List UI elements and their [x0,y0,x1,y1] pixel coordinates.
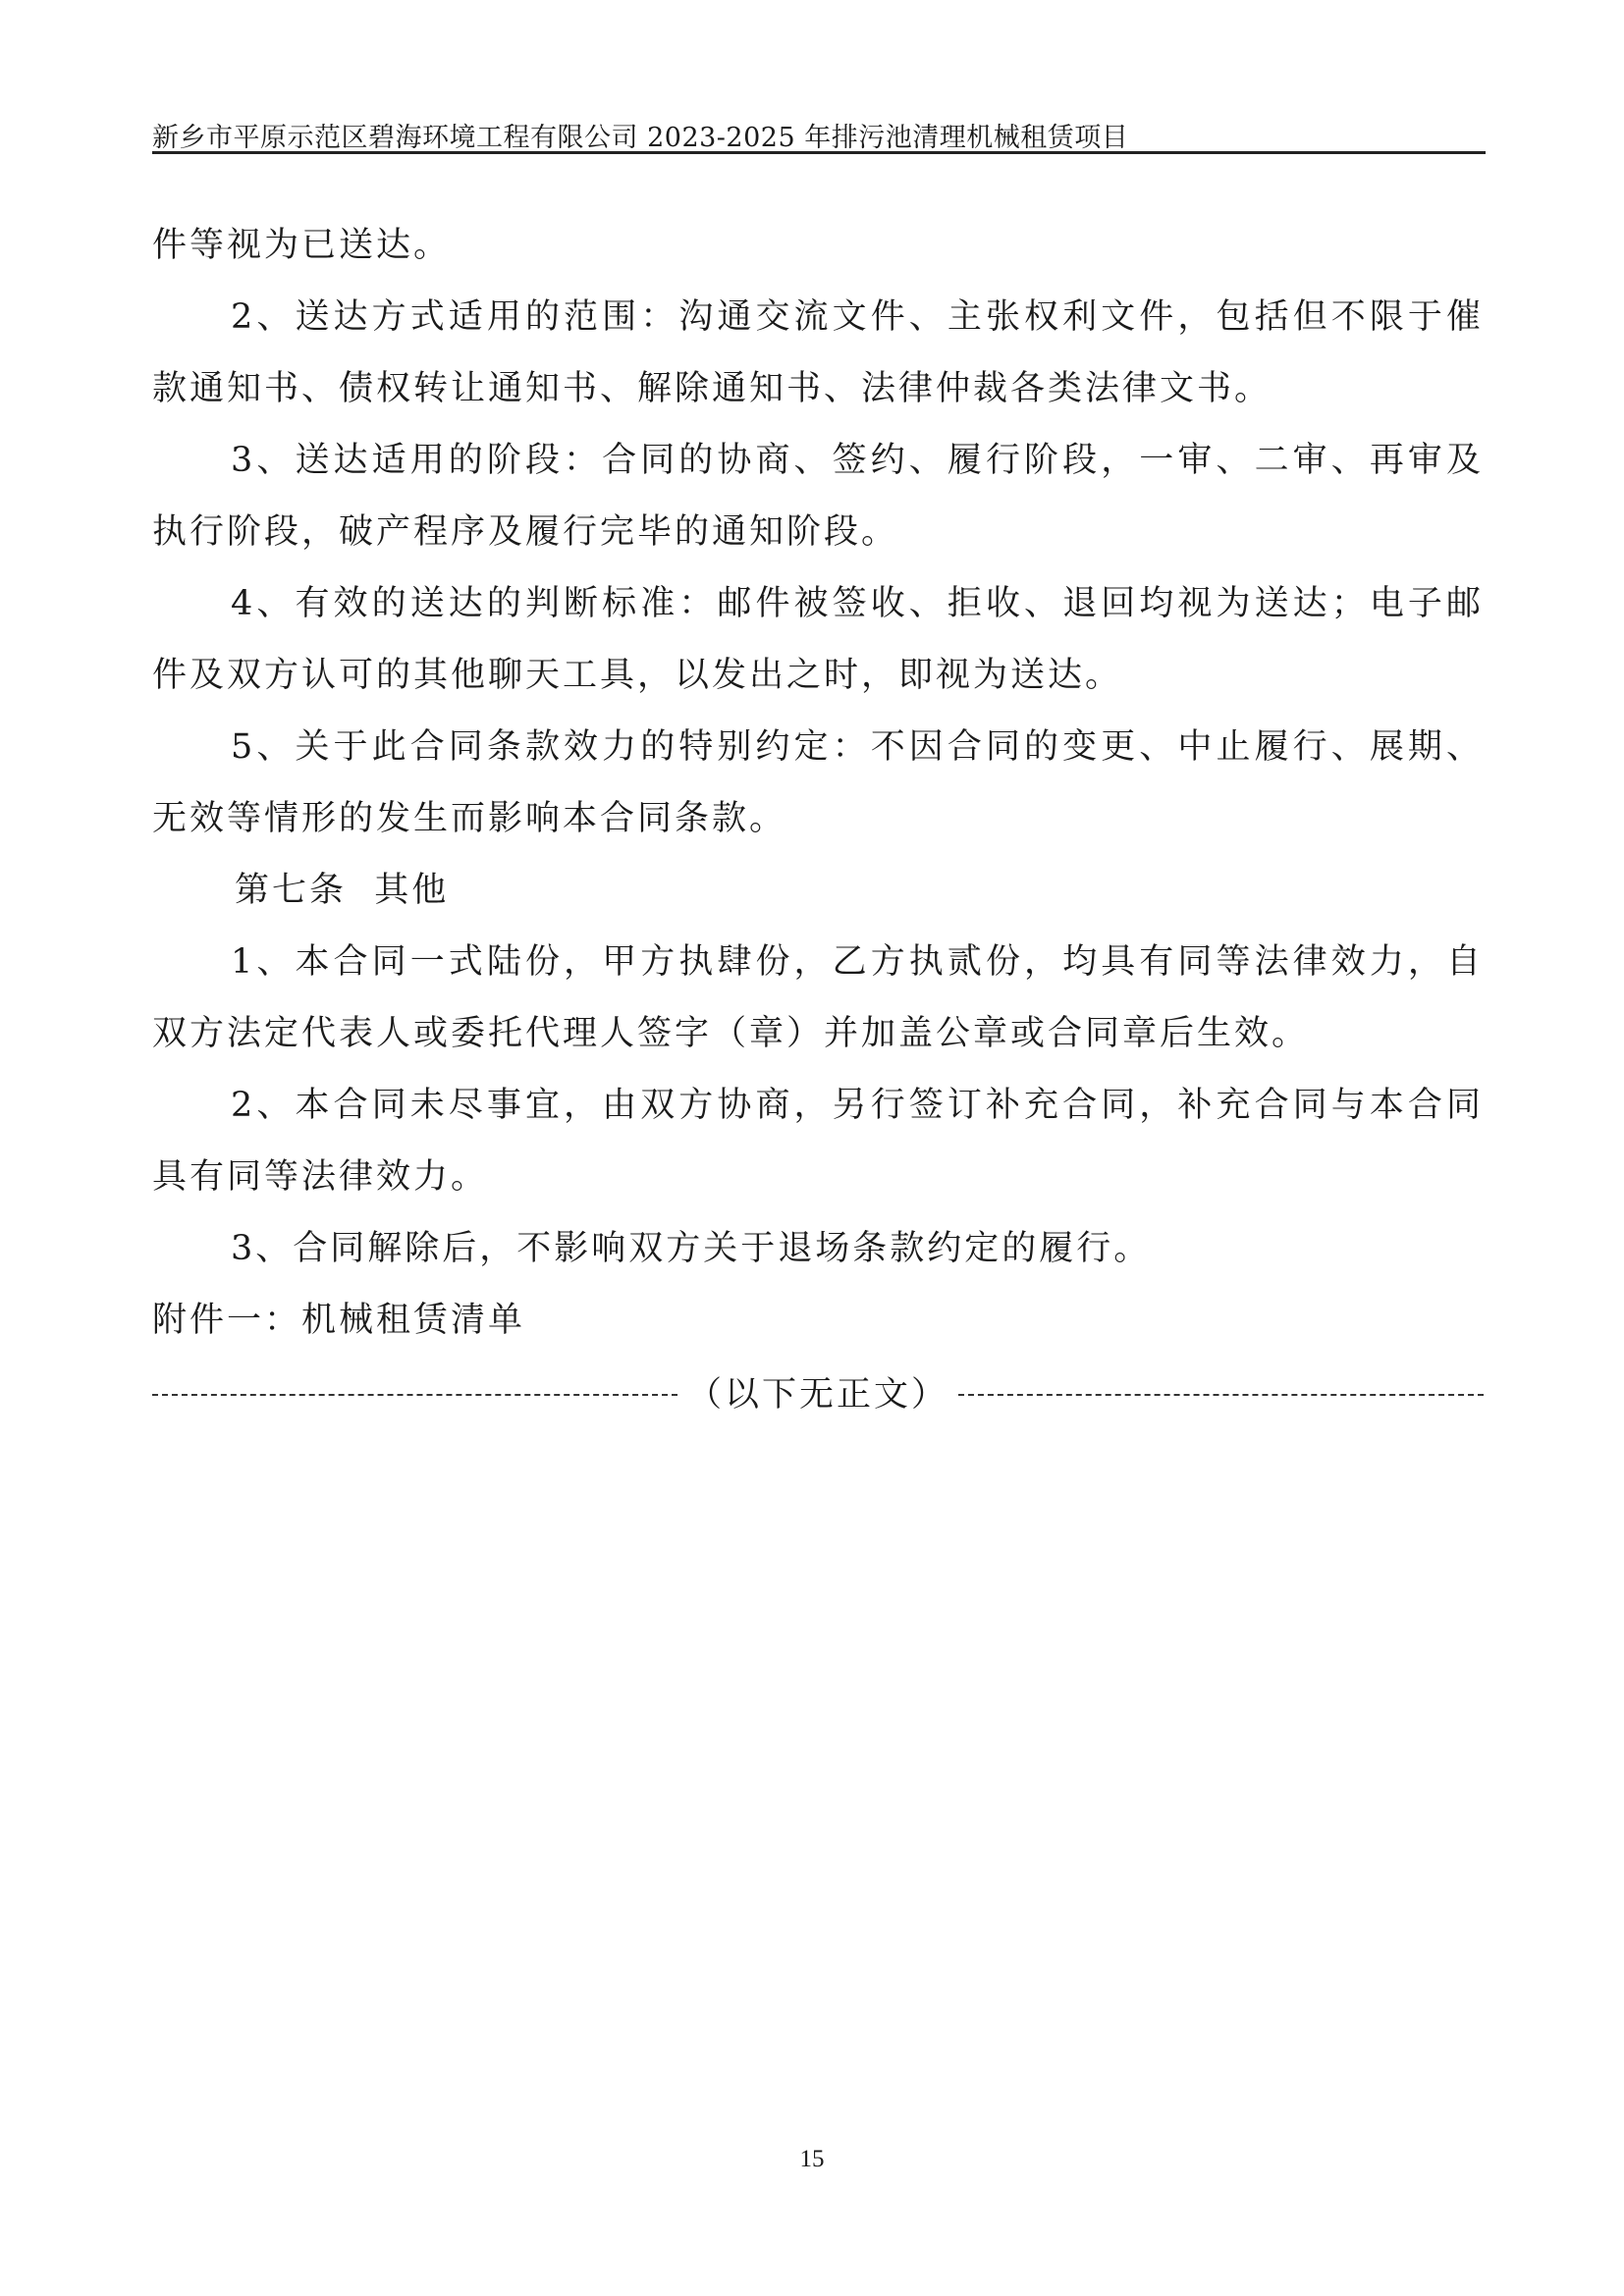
dashed-rule-left [152,1394,677,1396]
article-7-clause-3: 3、合同解除后，不影响双方关于退场条款约定的履行。 [231,1229,1152,1268]
clause-2-paragraph: 2、送达方式适用的范围：沟通交流文件、主张权利文件，包括但不限于催款通知书、债权转让通知书、解除通知书、法律仲裁各类法律文书。 [152,297,1484,408]
clause-4-paragraph: 4、有效的送达的判断标准：邮件被签收、拒收、退回均视为送达；电子邮件及双方认可的其他聊天工具，以发出之时，即视为送达。 [152,584,1484,695]
continuation-paragraph: 件等视为已送达。 [152,226,452,265]
document-body [152,210,1484,1357]
article-7-clause-2: 2、本合同未尽事宜，由双方协商，另行签订补充合同，补充合同与本合同具有同等法律效力。 [152,1086,1484,1197]
page-number: 15 [799,2146,825,2172]
dashed-rule-right [958,1394,1484,1396]
article-7-clause-1: 1、本合同一式陆份，甲方执肆份，乙方执贰份，均具有同等法律效力，自双方法定代表人或委托代理人签字（章）并加盖公章或合同章后生效。 [152,942,1484,1053]
end-of-text-label: （以下无正文） [687,1375,949,1415]
header-rule [152,151,1486,154]
running-header: 新乡市平原示范区碧海环境工程有限公司 2023-2025 年排污池清理机械租赁项目 [152,123,1129,153]
clause-5-paragraph: 5、关于此合同条款效力的特别约定：不因合同的变更、中止履行、展期、无效等情形的发生而影响本合同条款。 [152,727,1484,838]
clause-3-paragraph: 3、送达适用的阶段：合同的协商、签约、履行阶段，一审、二审、再审及执行阶段，破产程序及履行完毕的通知阶段。 [152,441,1484,552]
attachment-line: 附件一：机械租赁清单 [152,1301,526,1340]
article-7-heading: 第七条 其他 [235,871,450,910]
end-of-text-marker [152,1370,1484,1419]
